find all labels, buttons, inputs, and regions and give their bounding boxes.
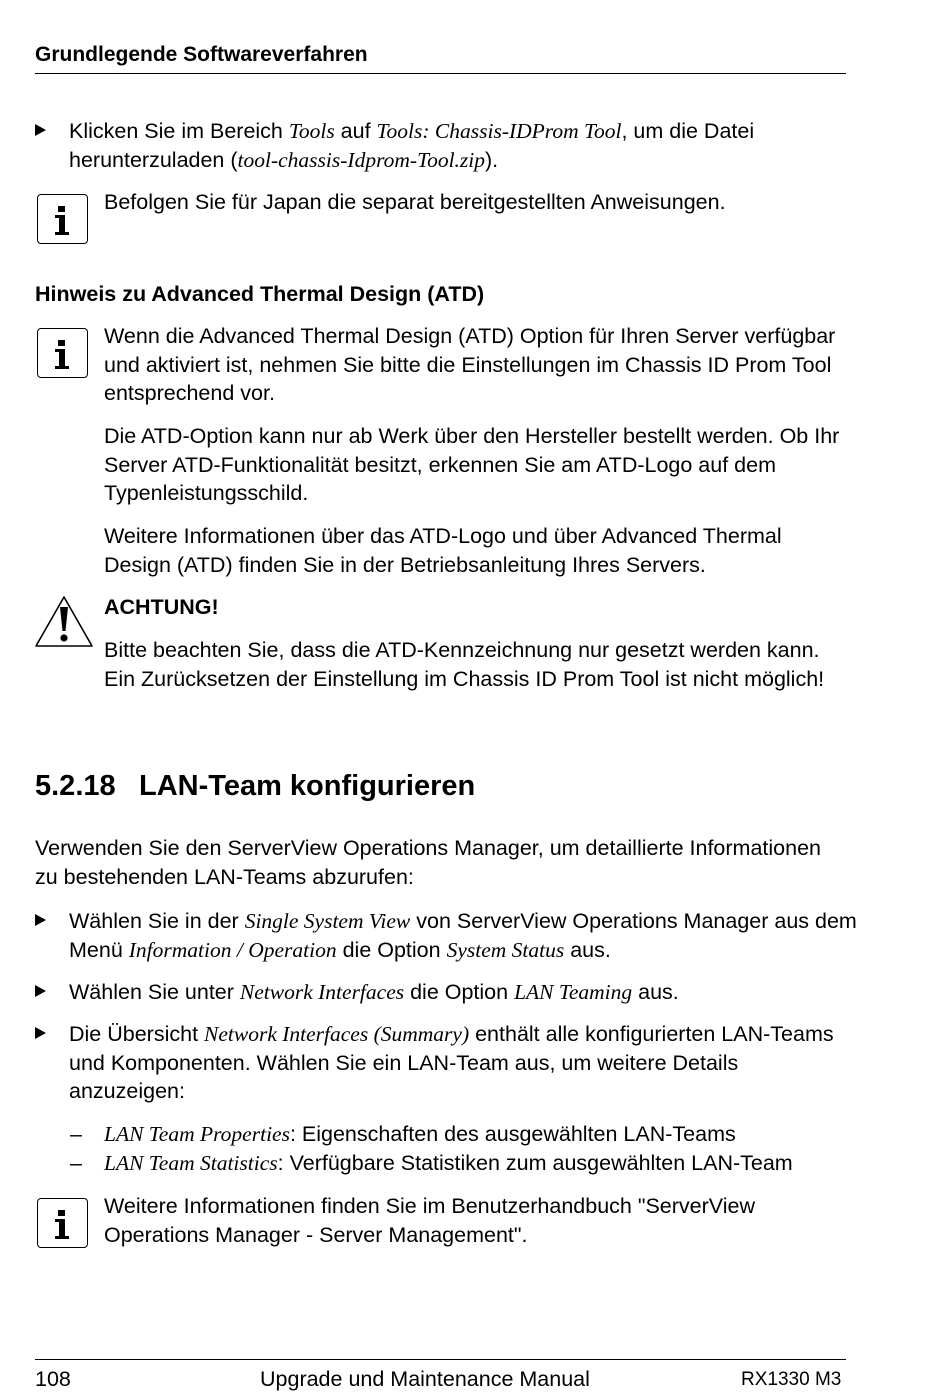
running-header: Grundlegende Softwareverfahren — [35, 43, 368, 66]
header-rule — [35, 73, 846, 74]
bullet-arrow-icon — [35, 985, 46, 997]
atd-paragraph-1: Wenn die Advanced Thermal Design (ATD) Option für Ihren Server verfügbar und aktiviert ist, nehmen Sie bitte die Einstellungen im Chassis ID Prom Tool entsprechend vor. — [104, 324, 836, 405]
atd-paragraph-2: Die ATD-Option kann nur ab Werk über den Hersteller bestellt werden. Ob Ihr Server ATD-Funktionalität besitzt, erkennen Sie am ATD-Logo auf dem Typenleistungsschild. — [104, 424, 840, 505]
product-model: RX1330 M3 — [741, 1369, 842, 1390]
atd-heading: Hinweis zu Advanced Thermal Design (ATD) — [35, 282, 485, 306]
footer-rule — [35, 1359, 846, 1360]
step-select-lan-teaming: Wählen Sie unter Network Interfaces die Option LAN Teaming aus. — [69, 978, 859, 1007]
bullet-arrow-icon — [35, 124, 46, 136]
atd-paragraph-3: Weitere Informationen über das ATD-Logo und über Advanced Thermal Design (ATD) finden Sie in der Betriebsanleitung Ihres Servers. — [104, 524, 782, 577]
note-further-info: Weitere Informationen finden Sie im Benutzerhandbuch "ServerView Operations Manager - Server Management". — [104, 1194, 756, 1247]
manual-title: Upgrade und Maintenance Manual — [260, 1367, 590, 1391]
info-icon — [37, 328, 88, 378]
list-item: – LAN Team Statistics: Verfügbare Statistiken zum ausgewählten LAN-Team — [70, 1151, 793, 1175]
step-download-tool: Klicken Sie im Bereich Tools auf Tools: Chassis-IDProm Tool, um die Datei herunterzuladen (tool-chassis-Idprom-Tool.zip). — [69, 117, 859, 174]
warning-triangle-icon — [33, 594, 95, 650]
caution-label: ACHTUNG! — [104, 595, 219, 619]
step-network-summary: Die Übersicht Network Interfaces (Summary) enthält alle konfigurierten LAN-Teams und Komponenten. Wählen Sie ein LAN-Team aus, um weitere Details anzuzeigen: — [69, 1020, 844, 1106]
caution-text: Bitte beachten Sie, dass die ATD-Kennzeichnung nur gesetzt werden kann. Ein Zurücksetzen der Einstellung im Chassis ID Prom Tool ist nicht möglich! — [104, 638, 825, 691]
section-title: LAN-Team konfigurieren — [139, 770, 476, 802]
bullet-arrow-icon — [35, 914, 46, 926]
list-item: – LAN Team Properties: Eigenschaften des ausgewählten LAN-Teams — [70, 1122, 736, 1146]
note-japan: Befolgen Sie für Japan die separat bereitgestellten Anweisungen. — [104, 190, 726, 214]
bullet-arrow-icon — [35, 1027, 46, 1039]
section-number: 5.2.18 — [35, 770, 116, 802]
info-icon — [37, 1198, 88, 1248]
section-heading — [35, 768, 475, 804]
info-icon — [37, 194, 88, 244]
step-select-system-status: Wählen Sie in der Single System View von ServerView Operations Manager aus dem Menü Information / Operation die Option System Status aus. — [69, 907, 859, 964]
page-number: 108 — [35, 1367, 71, 1391]
section-intro: Verwenden Sie den ServerView Operations Manager, um detaillierte Informationen zu bestehenden LAN-Teams abzurufen: — [35, 836, 821, 889]
